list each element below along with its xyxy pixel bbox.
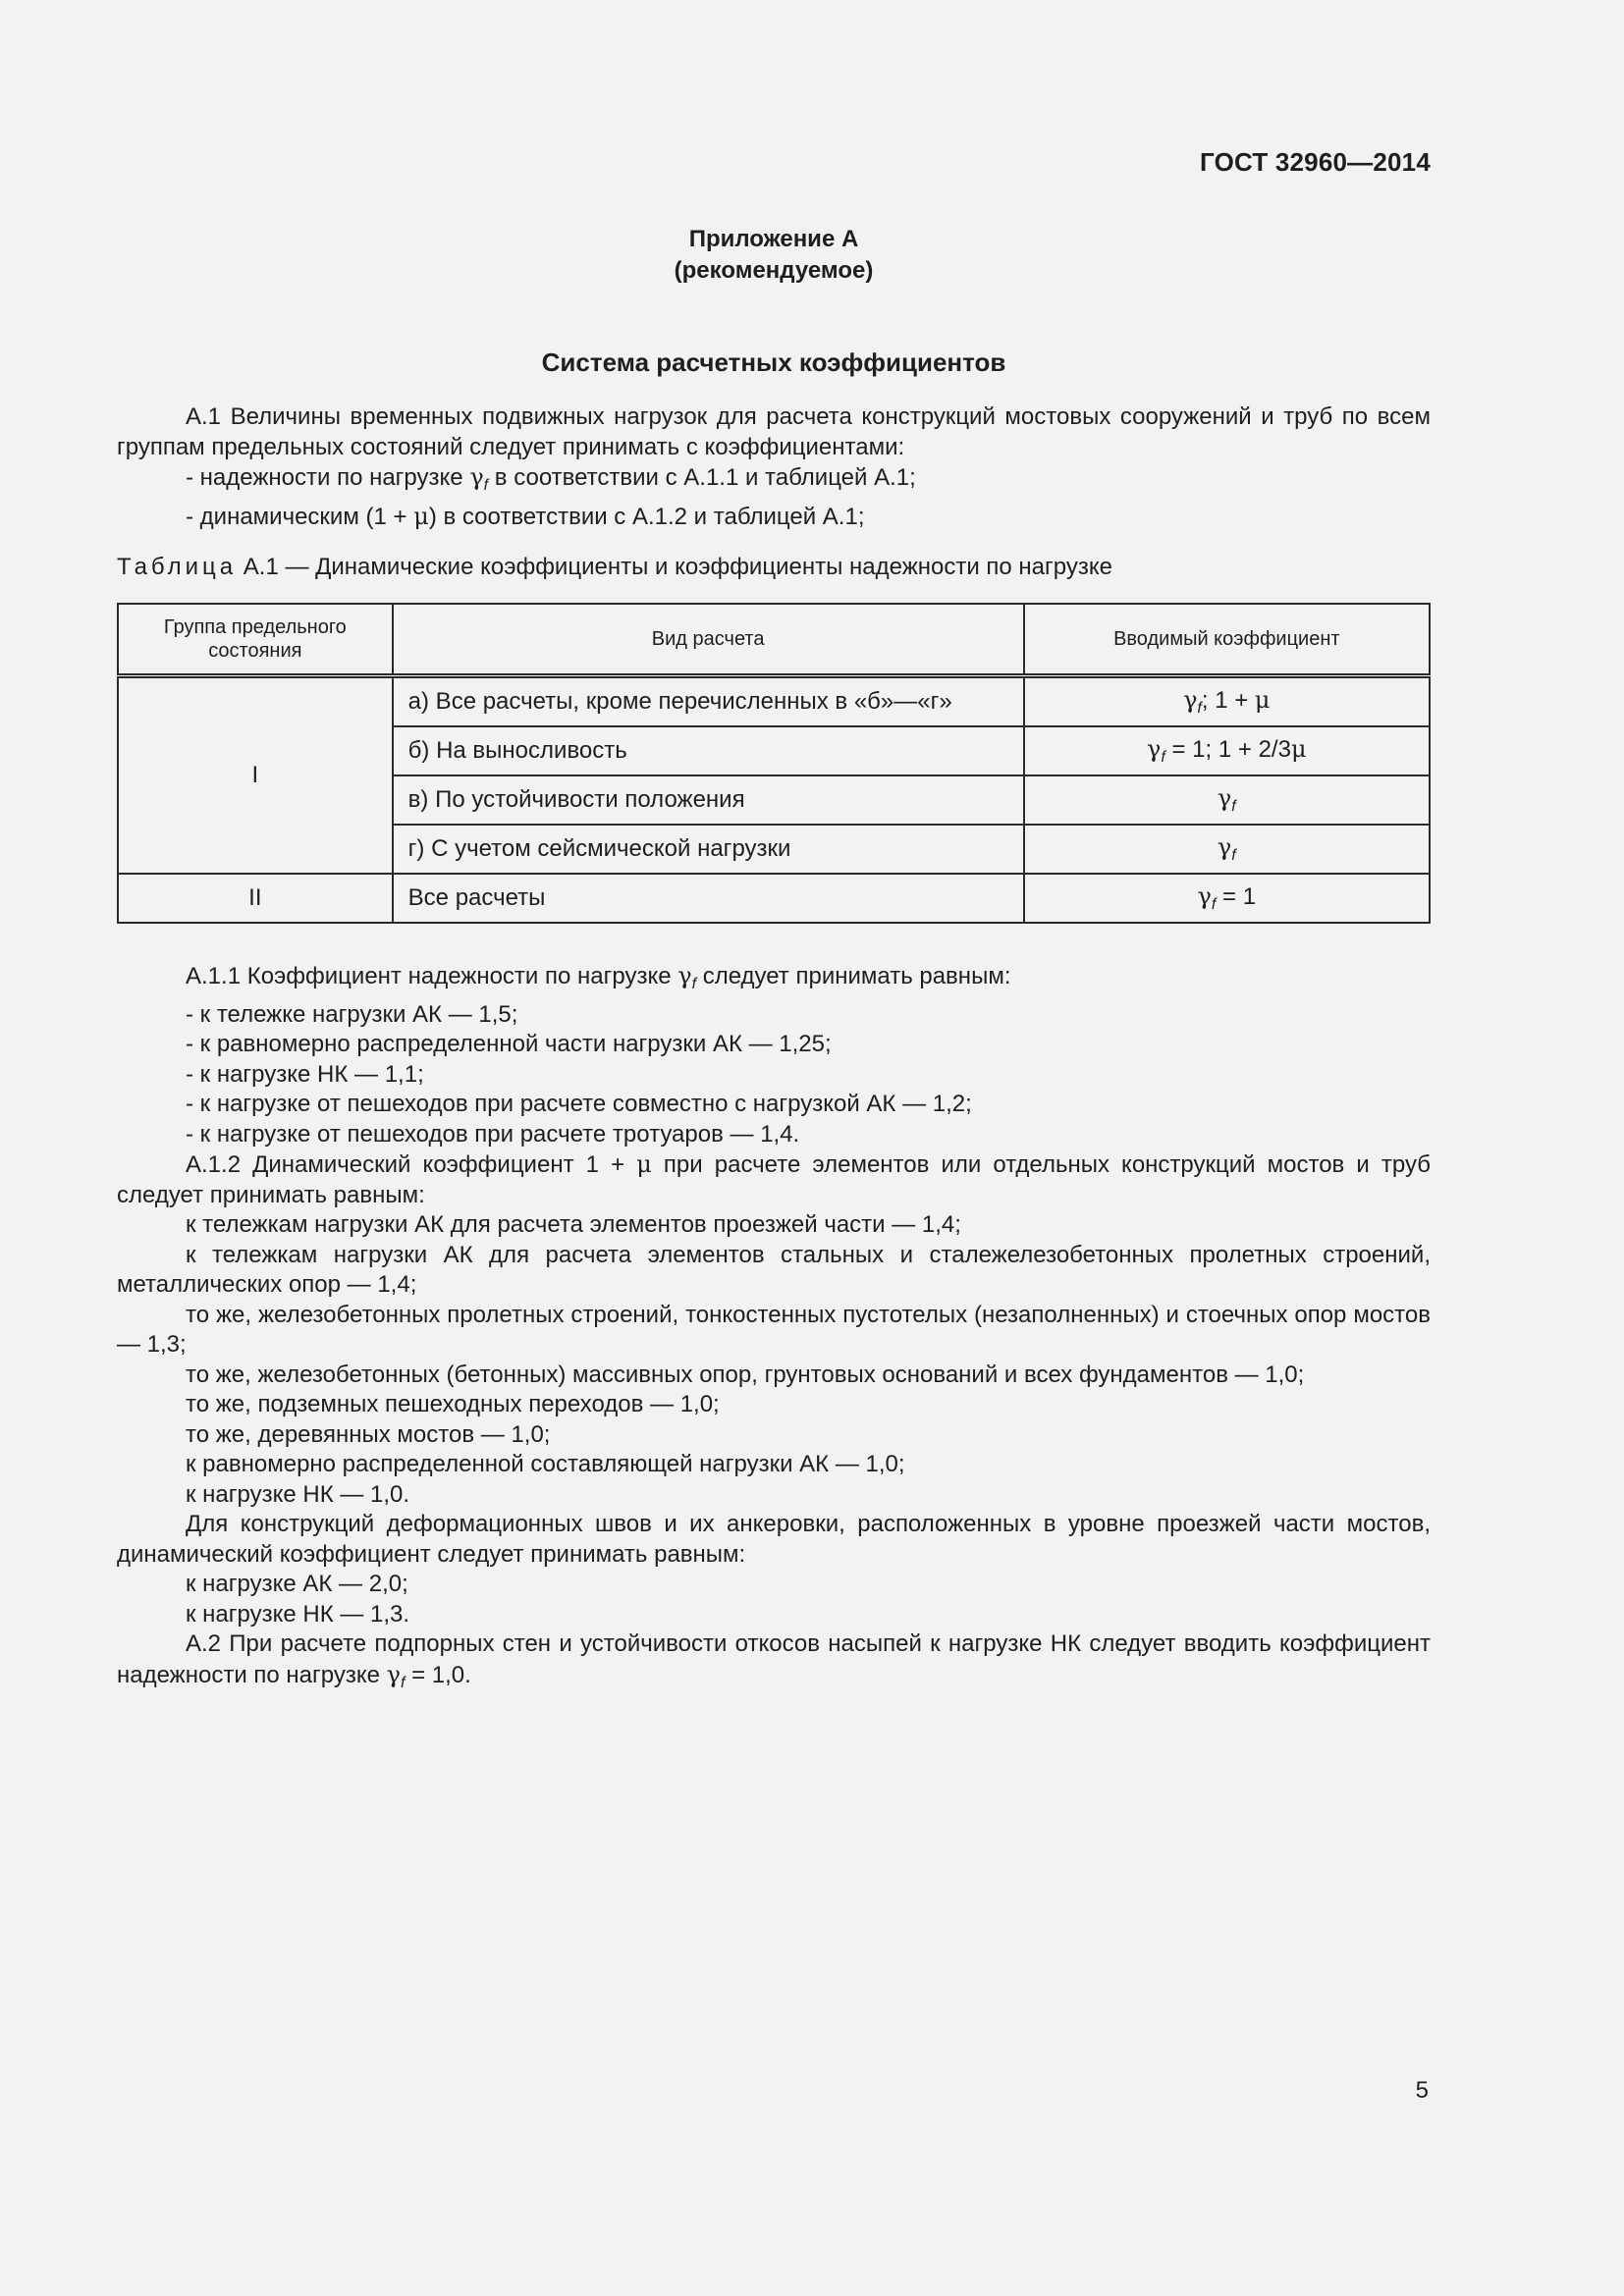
document-id: ГОСТ 32960—2014 xyxy=(1200,147,1431,177)
coef-cell: $\gamma_f$; 1 + μ xyxy=(1024,676,1430,727)
table-caption: Таблица А.1 — Динамические коэффициенты и коэффициенты надежности по нагрузке xyxy=(117,554,1112,580)
paragraph-line: то же, деревянных мостов — 1,0; xyxy=(186,1420,551,1448)
group-cell: I xyxy=(118,676,393,875)
paragraph-line: к тележкам нагрузки АК для расчета элементов проезжей части — 1,4; xyxy=(186,1211,961,1238)
paragraph-a1: А.1 Величины временных подвижных нагрузок для расчета конструкций мостовых сооружений и труб по всем группам предельных состояний следует принимать с коэффициентами: xyxy=(117,403,1431,460)
body-block xyxy=(117,961,1431,1698)
paragraph-a12: А.1.2 Динамический коэффициент 1 + μ при расчете элементов или отдельных конструкций мостов и труб следует принимать равным: xyxy=(117,1150,1431,1208)
list-item: - к нагрузке НК — 1,1; xyxy=(186,1060,424,1088)
appendix-status: (рекомендуемое) xyxy=(674,257,874,284)
paragraph-line: к нагрузке НК — 1,3. xyxy=(186,1600,410,1628)
coef-cell: $\gamma_f$ xyxy=(1024,825,1430,874)
coef-cell: $\gamma_f = 1$ xyxy=(1024,874,1430,923)
paragraph-line: к нагрузке НК — 1,0. xyxy=(186,1480,410,1508)
calc-cell: г) С учетом сейсмической нагрузки xyxy=(393,825,1024,874)
group-cell: II xyxy=(118,874,393,923)
coef-cell: $\gamma_f$ xyxy=(1024,775,1430,825)
list-item: - к нагрузке от пешеходов при расчете тротуаров — 1,4. xyxy=(186,1120,800,1148)
calc-cell: а) Все расчеты, кроме перечисленных в «б»—«г» xyxy=(393,676,1024,727)
intro-block xyxy=(117,402,1431,532)
list-item: - надежности по нагрузке $\gamma_f$ в соответствии с А.1.1 и таблицей А.1; xyxy=(186,463,916,494)
calc-cell: в) По устойчивости положения xyxy=(393,775,1024,825)
page-number: 5 xyxy=(1415,2077,1429,2104)
list-item: - к тележке нагрузки АК — 1,5; xyxy=(186,1000,518,1028)
coefficients-table xyxy=(117,603,1431,924)
table-row xyxy=(118,874,1430,923)
header-coef: Вводимый коэффициент xyxy=(1024,604,1430,676)
paragraph-line: Для конструкций деформационных швов и их анкеровки, расположенных в уровне проезжей части мостов, динамический коэффициент следует принимать равным: xyxy=(117,1511,1431,1568)
paragraph-a2: А.2 При расчете подпорных стен и устойчивости откосов насыпей к нагрузке НК следует вводить коэффициент надежности по нагрузке $\gamma_f = 1,0$. xyxy=(117,1630,1431,1691)
list-item: - к нагрузке от пешеходов при расчете совместно с нагрузкой АК — 1,2; xyxy=(186,1091,972,1117)
list-item: - к равномерно распределенной части нагрузки АК — 1,25; xyxy=(186,1031,832,1057)
appendix-heading xyxy=(0,224,1547,287)
appendix-title: Приложение А xyxy=(688,226,859,252)
paragraph-line: к тележкам нагрузки АК для расчета элементов стальных и сталежелезобетонных пролетных строений, металлических опор — 1,4; xyxy=(117,1241,1431,1298)
paragraph-line: к равномерно распределенной составляющей нагрузки АК — 1,0; xyxy=(186,1451,905,1477)
calc-cell: б) На выносливость xyxy=(393,726,1024,775)
paragraph-line: то же, подземных пешеходных переходов — 1,0; xyxy=(186,1391,720,1417)
header-calc: Вид расчета xyxy=(393,604,1024,676)
section-title: Система расчетных коэффициентов xyxy=(541,347,1006,377)
table-row xyxy=(118,676,1430,727)
table-header-row xyxy=(118,604,1430,676)
calc-cell: Все расчеты xyxy=(393,874,1024,923)
header-group: Группа предельного состояния xyxy=(118,604,393,676)
coef-cell: $\gamma_f = 1$; 1 + 2/3μ xyxy=(1024,726,1430,775)
list-item: - динамическим (1 + μ) в соответствии с А.1.2 и таблицей А.1; xyxy=(186,502,865,530)
paragraph-line: к нагрузке АК — 2,0; xyxy=(186,1571,408,1597)
paragraph-a11: А.1.1 Коэффициент надежности по нагрузке $\gamma_f$ следует принимать равным: xyxy=(186,962,1011,992)
paragraph-line: то же, железобетонных пролетных строений, тонкостенных пустотелых (незаполненных) и стоечных опор мостов — 1,3; xyxy=(117,1301,1431,1358)
paragraph-line: то же, железобетонных (бетонных) массивных опор, грунтовых оснований и всех фундаментов — 1,0; xyxy=(186,1361,1305,1388)
